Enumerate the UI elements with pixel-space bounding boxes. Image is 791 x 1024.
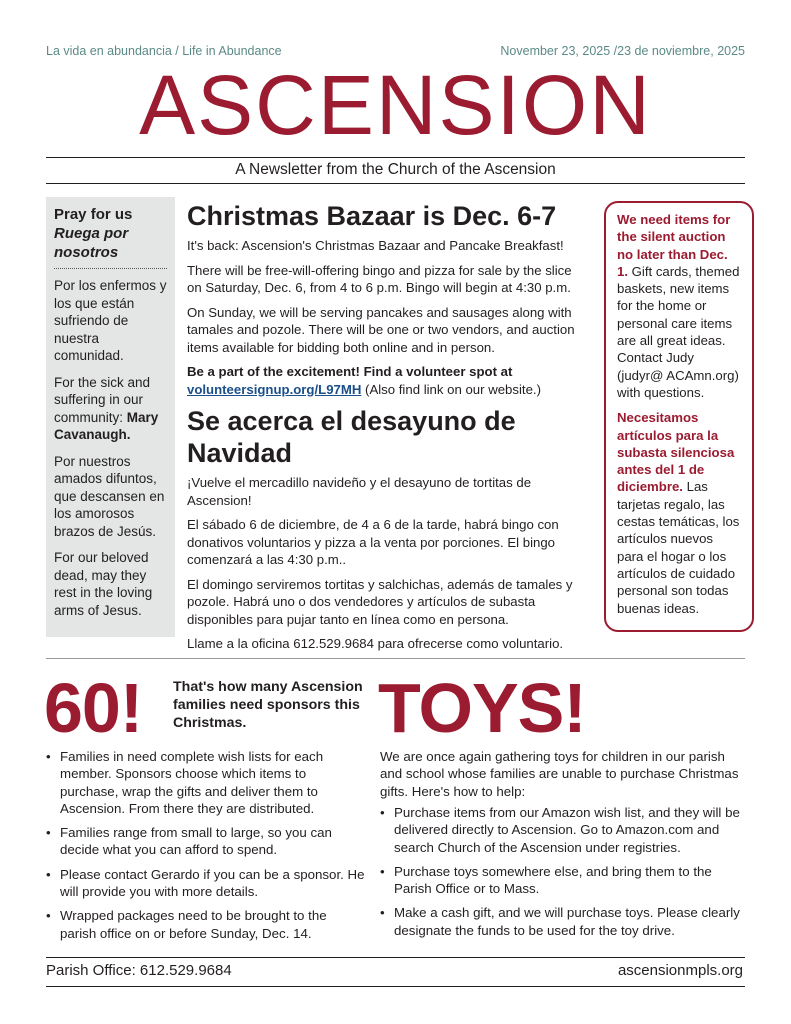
prayer-dead-en: For our beloved dead, may they rest in the loving arms of Jesus. (54, 550, 153, 618)
list-item: • Please contact Gerardo if you can be a sponsor. He will provide you with more details. (46, 866, 366, 901)
bazaar-volunteer-es: Llame a la oficina 612.529.9684 para ofrecerse como voluntario. (187, 636, 564, 651)
newsletter-subtitle: A Newsletter from the Church of the Ascension (235, 161, 556, 178)
footer-rule (46, 957, 745, 958)
sponsor-list (46, 748, 366, 949)
prayer-heading-es: Ruega por nosotros (54, 225, 129, 261)
auction-es: Necesitamos artículos para la subasta silenciosa antes del 1 de diciembre. Las tarjetas regalo, las cestas temáticas, los artículos nuevos para el hogar o los artículos de cuidado personal son todas buenas ideas. (617, 410, 740, 616)
list-item: • Wrapped packages need to be brought to the parish office on or before Sunday, Dec. 14. (46, 907, 366, 942)
dotted-divider (54, 268, 167, 269)
list-item: • Purchase toys somewhere else, and bring them to the Parish Office or to Mass. (380, 863, 750, 898)
prayer-sick-en: For the sick and suffering in our community: Mary Cavanaugh. (54, 374, 159, 442)
prayer-name: Mary Cavanaugh. (54, 409, 159, 442)
top-rule (46, 157, 745, 158)
list-item: • Families in need complete wish lists for each member. Sponsors choose which items to purchase, wrap the gifts and deliver them to Ascension. From there they are distributed. (46, 748, 366, 817)
subtitle-rule (46, 183, 745, 184)
volunteer-signup-link[interactable]: volunteersignup.org/L97MH (187, 381, 362, 397)
bazaar-saturday-es: El sábado 6 de diciembre, de 4 a 6 de la tarde, habrá bingo con donativos voluntarios y pizza a la venta por porciones. El bingo comenzará a las 4:30 p.m.. (187, 517, 559, 567)
issue-date: November 23, 2025 /23 de noviembre, 2025 (500, 44, 745, 58)
prayer-sick-es: Por los enfermos y los que están sufriendo de nuestra comunidad. (54, 278, 167, 363)
masthead-title: ASCENSION (139, 58, 652, 152)
sponsor-big-number: 60! (44, 669, 143, 747)
toys-heading: TOYS! (378, 669, 586, 747)
footer-office-phone: Parish Office: 612.529.9684 (46, 962, 232, 979)
footer-website[interactable]: ascensionmpls.org (617, 962, 743, 979)
bazaar-sunday: On Sunday, we will be serving pancakes and sausages along with tamales and pozole. There will be one or two vendors, and auction items available for bidding both online and in person. (187, 304, 575, 355)
tagline: La vida en abundancia / Life in Abundance (46, 44, 282, 58)
prayer-sidebar (46, 197, 175, 637)
toys-intro: We are once again gathering toys for children in our parish and school whose families are unable to purchase Christmas gifts. Here's how to help: (380, 749, 739, 799)
bazaar-title: Christmas Bazaar is Dec. 6-7 (187, 201, 557, 231)
toys-list (380, 804, 750, 946)
auction-en: We need items for the silent auction no later than Dec. 1. Gift cards, themed baskets, new items for the home or personal care items are all great ideas. Contact Judy (judyr@ ACAmn.org) with questions. (617, 212, 740, 400)
prayer-dead-es: Por nuestros amados difuntos, que descansen en los amorosos brazos de Jesús. (54, 453, 165, 539)
list-item: • Make a cash gift, and we will purchase toys. Please clearly designate the funds to be used for the toy drive. (380, 904, 750, 939)
prayer-heading-en: Pray for us (54, 206, 133, 223)
bazaar-sunday-es: El domingo serviremos tortitas y salchichas, además de tamales y pozole. Habrá uno o dos vendedores y artículos de subasta disponibles para pujar tanto en línea como en persona. (187, 576, 573, 627)
bazaar-title-es: Se acerca el desayuno de Navidad (187, 406, 516, 468)
silent-auction-callout (604, 201, 754, 632)
sponsor-lead: That's how many Ascension families need sponsors this Christmas. (173, 679, 363, 731)
bazaar-intro-es: ¡Vuelve el mercadillo navideño y el desayuno de tortitas de Ascension! (187, 475, 532, 508)
list-item: • Families range from small to large, so you can decide what you can afford to spend. (46, 824, 366, 859)
list-item: • Purchase items from our Amazon wish list, and they will be delivered directly to Ascension. Go to Amazon.com and search Church of the Ascension under registries. (380, 804, 750, 856)
bazaar-article (187, 200, 587, 660)
section-rule (46, 658, 745, 659)
bazaar-volunteer: Be a part of the excitement! Find a volunteer spot at volunteersignup.org/L97MH (Also find link on our website.) (187, 364, 541, 397)
bazaar-saturday: There will be free-will-offering bingo and pizza for sale by the slice on Saturday, Dec. 6, from 4 to 6 p.m. Bingo will begin at 4:30 p.m. (187, 262, 572, 295)
bazaar-intro: It's back: Ascension's Christmas Bazaar and Pancake Breakfast! (187, 238, 564, 253)
bottom-rule (46, 986, 745, 987)
